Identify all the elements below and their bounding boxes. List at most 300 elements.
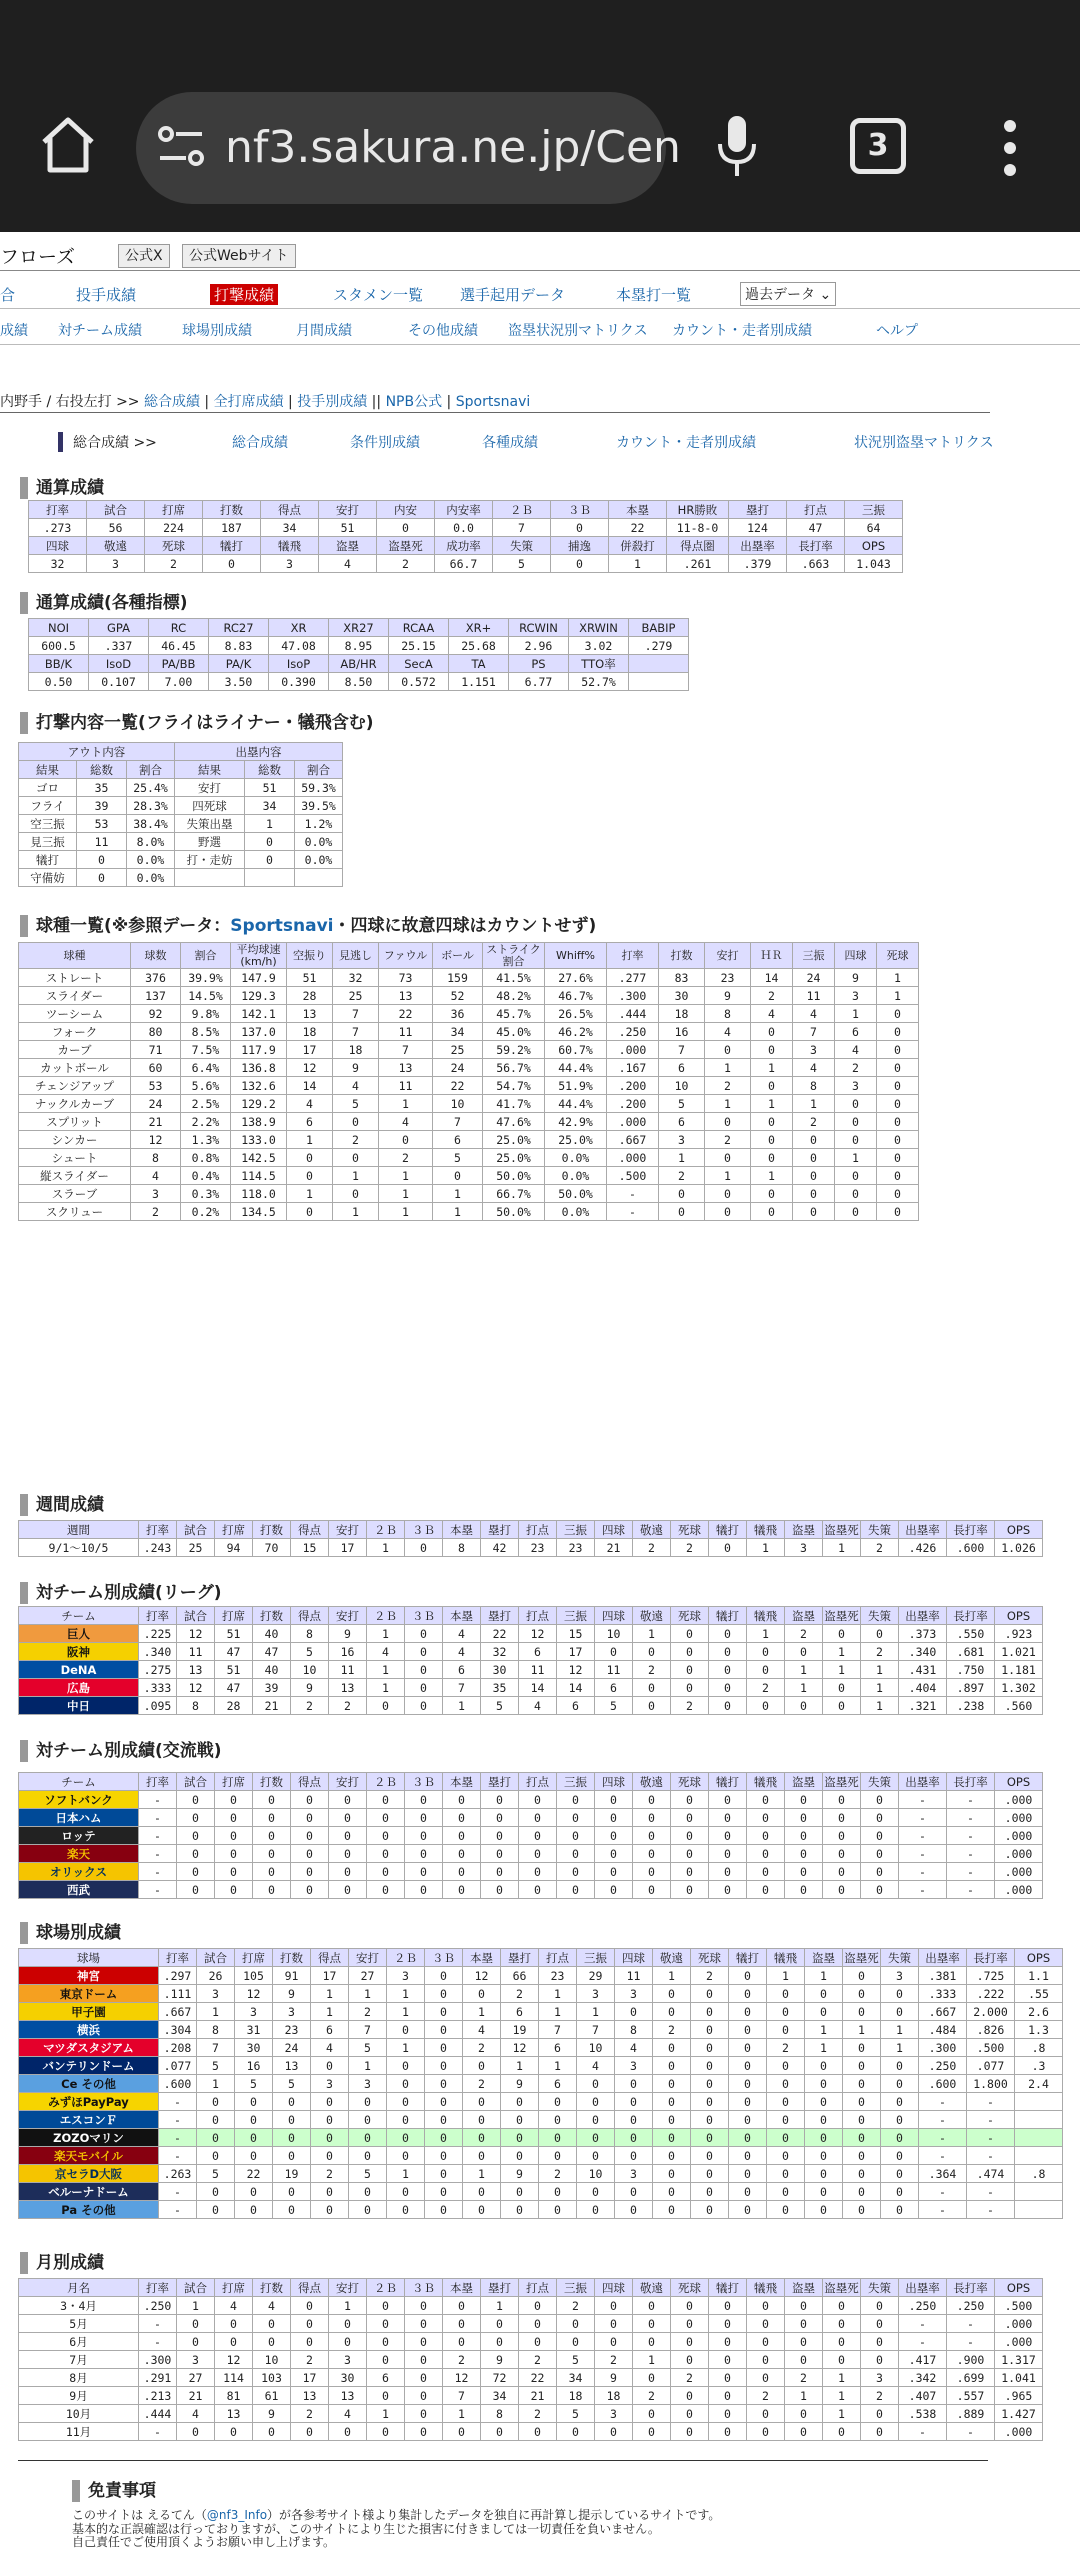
table-cell: 12 — [287, 1059, 333, 1077]
table-cell: .111 — [159, 1985, 197, 2003]
table-cell: 0 — [843, 2201, 881, 2219]
table-cell: 0 — [767, 2021, 805, 2039]
nav-item[interactable]: スタメン一覧 — [333, 286, 424, 304]
table-cell: 0 — [273, 2111, 311, 2129]
table-cell: 5 — [291, 1643, 329, 1661]
table-cell: 224 — [145, 519, 203, 537]
table-cell: 0 — [387, 2075, 425, 2093]
table-cell: 0 — [349, 2093, 387, 2111]
table-cell: 0 — [633, 1643, 671, 1661]
table-cell: 1 — [287, 1131, 333, 1149]
table-cell: 13 — [215, 2405, 253, 2423]
table-cell: .277 — [607, 969, 659, 987]
table-cell: 10 — [253, 2351, 291, 2369]
table-cell: 0 — [253, 1827, 291, 1845]
table-cell: 1 — [659, 1149, 705, 1167]
table-cell: 3・4月 — [19, 2297, 139, 2315]
nav-item[interactable]: 選手起用データ — [460, 286, 566, 304]
table-cell: .373 — [899, 1625, 947, 1643]
subnav-item[interactable]: 盗塁状況別マトリクス — [508, 323, 648, 339]
table-cell: .000 — [995, 2333, 1043, 2351]
table-cell: 142.5 — [231, 1149, 287, 1167]
table-cell: 0 — [405, 1539, 443, 1557]
crumb-link[interactable]: Sportsnavi — [455, 394, 531, 410]
table-cell: 4 — [793, 1059, 835, 1077]
table-cell: 30 — [329, 2369, 367, 2387]
table-cell: 3 — [131, 1185, 181, 1203]
table-cell: 11 — [595, 1661, 633, 1679]
table-cell: 0 — [405, 2405, 443, 2423]
table-cell: ＨＲ — [751, 943, 793, 969]
table-cell: 0 — [333, 1185, 379, 1203]
table-cell: 塁打 — [481, 1607, 519, 1625]
table-cell: 64 — [845, 519, 903, 537]
table-cell: 0 — [253, 2423, 291, 2441]
table-cell: 1 — [311, 1985, 349, 2003]
table-cell: 0 — [177, 1827, 215, 1845]
table-row — [19, 1059, 919, 1077]
table-cell: 0 — [653, 2183, 691, 2201]
table-row — [19, 1131, 919, 1149]
table-cell: ゴロ — [19, 779, 77, 797]
table-cell: 6 — [659, 1059, 705, 1077]
content-tab[interactable]: カウント・走者別成績 — [616, 435, 756, 451]
table-cell: 9 — [481, 2351, 519, 2369]
table-cell: 0 — [481, 1881, 519, 1899]
table-cell: 103 — [253, 2369, 291, 2387]
table-cell: 1 — [379, 1185, 433, 1203]
table-cell: ナックルカーブ — [19, 1095, 131, 1113]
nav-item[interactable]: 過去データ ⌄ — [740, 282, 836, 306]
site-settings-icon[interactable] — [158, 124, 204, 168]
table-cell: 9 — [333, 1059, 379, 1077]
table-cell: 1.317 — [995, 2351, 1043, 2369]
author-link[interactable]: @nf3_Info — [206, 2508, 268, 2522]
table-cell: - — [159, 2111, 197, 2129]
table-cell: 3 — [329, 2351, 367, 2369]
table-cell: 0 — [671, 2333, 709, 2351]
table-cell: 打数 — [253, 2279, 291, 2297]
table-cell: 22 — [433, 1077, 483, 1095]
table-cell: 0 — [551, 519, 609, 537]
table-cell: 0 — [577, 2147, 615, 2165]
section-title-text: 球場別成績 — [36, 1923, 121, 1943]
table-cell: 4 — [443, 1643, 481, 1661]
table-cell: 京セラD大阪 — [19, 2165, 159, 2183]
table-cell: 塁打 — [481, 1773, 519, 1791]
table-cell: - — [967, 2147, 1015, 2165]
table-cell: 0 — [215, 2315, 253, 2333]
table-cell: 0 — [615, 2129, 653, 2147]
table-cell: 1 — [539, 1985, 577, 2003]
table-cell: 7.5% — [181, 1041, 231, 1059]
table-cell: 6 — [595, 1679, 633, 1697]
table-cell: 0 — [823, 1791, 861, 1809]
section-title-tail: ・四球に故意四球はカウントせず) — [333, 916, 597, 936]
table-cell: 0 — [329, 1881, 367, 1899]
table-cell: 0 — [253, 2315, 291, 2333]
table-row — [29, 637, 689, 655]
table-cell: 19 — [501, 2021, 539, 2039]
content-tab[interactable]: 条件別成績 — [350, 435, 420, 451]
table-cell: 12 — [235, 1985, 273, 2003]
table-cell: ２Ｂ — [367, 2279, 405, 2297]
nav-item[interactable]: 投手成績 — [76, 286, 137, 304]
subnav-item[interactable]: 月間成績 — [296, 323, 352, 339]
table-cell: 0 — [747, 2369, 785, 2387]
table-cell: 0 — [615, 2075, 653, 2093]
nav-item[interactable]: 合 — [0, 286, 16, 304]
table-cell: 1 — [633, 2351, 671, 2369]
table-cell: 打点 — [519, 1773, 557, 1791]
table-cell: 塁打 — [481, 2279, 519, 2297]
table-cell: .095 — [139, 1697, 177, 1715]
table-cell: 0 — [245, 851, 295, 869]
table-cell: 2 — [659, 1167, 705, 1185]
table-cell: 得点 — [261, 501, 319, 519]
table-cell: 打率 — [607, 943, 659, 969]
table-cell: 0 — [481, 2423, 519, 2441]
content-tab[interactable]: 各種成績 — [482, 435, 538, 451]
table-cell: 0 — [311, 2111, 349, 2129]
table-cell: 内安率 — [435, 501, 493, 519]
table-cell: 得点 — [291, 2279, 329, 2297]
table-cell: 0 — [843, 2093, 881, 2111]
table-cell: 3 — [197, 1985, 235, 2003]
table-cell: 0 — [671, 1625, 709, 1643]
nav-item[interactable]: 打撃成績 — [210, 284, 278, 305]
table-cell: 月名 — [19, 2279, 139, 2297]
table-cell: 3 — [87, 555, 145, 573]
table-cell: 安打 — [349, 1949, 387, 1967]
table-cell: - — [947, 1827, 995, 1845]
table-cell: 14 — [519, 1679, 557, 1697]
table-cell: 0 — [835, 1131, 877, 1149]
table-cell: 0 — [729, 2003, 767, 2021]
section-title-text: 対チーム別成績(交流戦) — [36, 1741, 222, 1761]
table-cell: 2 — [861, 1539, 899, 1557]
table-cell: 1.427 — [995, 2405, 1043, 2423]
table-cell — [1015, 2111, 1063, 2129]
table-cell: - — [947, 1863, 995, 1881]
table-cell: 3 — [577, 1985, 615, 2003]
table-cell: 0 — [785, 1809, 823, 1827]
table-cell: 10 — [577, 2165, 615, 2183]
table-cell: 0 — [877, 1041, 919, 1059]
table-cell: 0 — [377, 519, 435, 537]
source-link[interactable]: Sportsnavi — [230, 916, 334, 936]
table-cell: 39 — [77, 797, 127, 815]
table-cell: 0 — [615, 2093, 653, 2111]
table-cell: 1 — [805, 2021, 843, 2039]
subnav-item[interactable]: 対チーム成績 — [58, 323, 142, 339]
table-cell: 4 — [215, 2297, 253, 2315]
table-cell: 11 — [77, 833, 127, 851]
table-cell: 0 — [671, 2315, 709, 2333]
table-cell: 0 — [881, 2201, 919, 2219]
nav-item[interactable]: 本塁打一覧 — [616, 286, 692, 304]
table-cell: 0 — [595, 2423, 633, 2441]
table-cell: 0 — [785, 1791, 823, 1809]
table-cell: - — [899, 1791, 947, 1809]
table-cell: 0 — [671, 1809, 709, 1827]
table-cell: .273 — [29, 519, 87, 537]
table-cell: .8 — [1015, 2039, 1063, 2057]
table-cell: 0 — [751, 1185, 793, 1203]
table-cell: 死球 — [671, 1773, 709, 1791]
table-cell: 0 — [481, 1863, 519, 1881]
table-cell: 2 — [861, 1643, 899, 1661]
table-cell: 0 — [709, 1539, 747, 1557]
table-cell: 0.107 — [89, 673, 149, 691]
table-cell: 楽天 — [19, 1845, 139, 1863]
table-cell: 9 — [253, 2405, 291, 2423]
table-cell: 0 — [729, 2129, 767, 2147]
table-cell: 0 — [287, 1149, 333, 1167]
table-cell — [1015, 2093, 1063, 2111]
table-row — [19, 2147, 1063, 2165]
table-cell: 0 — [253, 1845, 291, 1863]
table-cell: 0 — [823, 1679, 861, 1697]
table-cell: 本塁 — [463, 1949, 501, 1967]
table-cell: スラーブ — [19, 1185, 131, 1203]
table-cell: 10 — [291, 1661, 329, 1679]
subnav-item[interactable]: 球場別成績 — [182, 323, 252, 339]
table-cell: 0 — [291, 1827, 329, 1845]
table-cell: 12 — [177, 1679, 215, 1697]
table-cell: 0 — [843, 2129, 881, 2147]
table-cell: ファウル — [379, 943, 433, 969]
microphone-icon[interactable] — [716, 114, 758, 178]
table-cell: 0 — [709, 2315, 747, 2333]
table-cell: 日本ハム — [19, 1809, 139, 1827]
table-cell: 0 — [729, 2021, 767, 2039]
table-cell: 0 — [595, 2333, 633, 2351]
table-cell: 0 — [861, 1845, 899, 1863]
table-cell: 12 — [501, 2039, 539, 2057]
table-cell: 0 — [557, 1827, 595, 1845]
table-cell: .213 — [139, 2387, 177, 2405]
table-cell: 0 — [577, 2075, 615, 2093]
table-cell: .000 — [995, 1809, 1043, 1827]
table-cell: 死球 — [671, 1607, 709, 1625]
official-web-button[interactable]: 公式Webサイト — [182, 244, 296, 268]
table-cell: 0 — [539, 2201, 577, 2219]
table-cell: 1 — [793, 1095, 835, 1113]
table-cell: 0 — [197, 2129, 235, 2147]
table-cell: 犠飛 — [747, 1607, 785, 1625]
table-cell: 30 — [235, 2039, 273, 2057]
table-cell: 0 — [287, 1167, 333, 1185]
table-cell: 0 — [405, 1881, 443, 1899]
table-cell — [629, 673, 689, 691]
table-cell: フォーク — [19, 1023, 131, 1041]
table-cell: 21 — [177, 2387, 215, 2405]
table-cell: 2.2% — [181, 1113, 231, 1131]
table-cell: 0 — [443, 1863, 481, 1881]
table-cell: 0 — [443, 1845, 481, 1863]
table-cell: 1 — [349, 2057, 387, 2075]
table-cell — [629, 655, 689, 673]
table-cell: 7 — [493, 519, 551, 537]
table-cell: 13 — [329, 1679, 367, 1697]
table-cell: RC27 — [209, 619, 269, 637]
table-cell: 横浜 — [19, 2021, 159, 2039]
table-cell: 0 — [405, 1679, 443, 1697]
table-cell: .297 — [159, 1967, 197, 1985]
table-cell: 0 — [425, 2183, 463, 2201]
table-cell: 3 — [615, 2057, 653, 2075]
table-cell: 0 — [877, 1077, 919, 1095]
content-tab[interactable]: 総合成績 — [232, 435, 288, 451]
table-cell: 0.0% — [295, 833, 343, 851]
table-row — [19, 1863, 1043, 1881]
crumb-link[interactable]: 投手別成績 — [297, 394, 368, 410]
table-cell: 5 — [349, 2165, 387, 2183]
table-row — [19, 2075, 1063, 2093]
subnav-item[interactable]: 成績 — [0, 323, 28, 339]
crumb-link[interactable]: 総合成績 — [143, 394, 200, 410]
table-row — [29, 519, 903, 537]
table-cell: 1 — [751, 1167, 793, 1185]
table-cell: 0 — [805, 2003, 843, 2021]
table-cell: 打率 — [139, 1521, 177, 1539]
table-cell: XR — [269, 619, 329, 637]
table-cell: 18 — [659, 1005, 705, 1023]
subnav-item[interactable]: ヘルプ — [876, 323, 918, 339]
table-cell: IsoD — [89, 655, 149, 673]
table-cell: 1 — [333, 1167, 379, 1185]
table-cell: マツダスタジアム — [19, 2039, 159, 2057]
more-menu-icon[interactable] — [1000, 118, 1020, 178]
table-cell: 0 — [177, 1809, 215, 1827]
crumb-link[interactable]: NPB公式 — [385, 394, 443, 410]
subnav-item[interactable]: その他成績 — [408, 323, 478, 339]
table-cell: 0 — [785, 1697, 823, 1715]
table-cell: 1 — [387, 2039, 425, 2057]
table-cell: 45.0% — [483, 1023, 545, 1041]
table-cell: 0 — [197, 2111, 235, 2129]
table-cell: 0 — [615, 2183, 653, 2201]
table-cell: 6 — [443, 1661, 481, 1679]
table-cell: 失策出塁 — [175, 815, 245, 833]
table-cell: 0 — [747, 2405, 785, 2423]
table-cell: 5月 — [19, 2315, 139, 2333]
table-cell: 0 — [747, 1661, 785, 1679]
table-cell: 0 — [215, 2423, 253, 2441]
table-cell: 3 — [595, 2405, 633, 2423]
table-cell: - — [139, 1791, 177, 1809]
table-cell: - — [139, 1845, 177, 1863]
table-cell: 0 — [311, 2201, 349, 2219]
table-cell: 0 — [633, 1697, 671, 1715]
table-cell: 25 — [433, 1041, 483, 1059]
table-cell: 0 — [245, 833, 295, 851]
table-cell: .557 — [947, 2387, 995, 2405]
table-row — [19, 1643, 1043, 1661]
table-cell: 打・走妨 — [175, 851, 245, 869]
table-cell: 2 — [463, 2039, 501, 2057]
table-row — [19, 2183, 1063, 2201]
table-cell: 盗塁死 — [844, 1950, 879, 1965]
table-cell: 1 — [287, 1185, 333, 1203]
url-text[interactable]: nf3.sakura.ne.jp/Cen — [225, 122, 681, 173]
table-cell: 割合 — [127, 761, 175, 779]
content-tab[interactable]: 状況別盗塁マトリクス — [854, 435, 994, 451]
table-cell: 併殺打 — [609, 537, 667, 555]
table-cell: 2 — [751, 987, 793, 1005]
batted-ball-table — [18, 742, 343, 887]
table-cell: SecA — [389, 655, 449, 673]
table-cell: 0 — [557, 2423, 595, 2441]
content-tab[interactable]: 総合成績 >> — [58, 432, 157, 452]
table-cell: 15 — [557, 1625, 595, 1643]
table-cell: 14 — [751, 969, 793, 987]
table-cell: .333 — [919, 1985, 967, 2003]
table-cell: 1 — [245, 815, 295, 833]
table-cell: 0 — [691, 2183, 729, 2201]
table-cell: AB/HR — [329, 655, 389, 673]
table-cell: - — [899, 1863, 947, 1881]
table-cell: NOI — [29, 619, 89, 637]
table-cell: 0 — [747, 1809, 785, 1827]
table-cell: 0 — [823, 1863, 861, 1881]
table-cell: 7.00 — [149, 673, 209, 691]
table-cell: 0 — [291, 1791, 329, 1809]
table-cell: 30 — [481, 1661, 519, 1679]
official-x-button[interactable]: 公式X — [118, 244, 170, 268]
table-cell: 40 — [253, 1661, 291, 1679]
table-cell: 2 — [705, 1131, 751, 1149]
table-cell: 2 — [705, 1077, 751, 1095]
table-cell: 打数 — [253, 1521, 291, 1539]
table-cell: 0 — [691, 2165, 729, 2183]
table-cell: スプリット — [19, 1113, 131, 1131]
table-cell: 16 — [235, 2057, 273, 2075]
table-cell: 球種 — [19, 943, 131, 969]
table-cell: 0 — [367, 2333, 405, 2351]
table-cell: 22 — [379, 1005, 433, 1023]
table-cell: 0 — [823, 1625, 861, 1643]
table-cell: 球数 — [131, 943, 181, 969]
table-row — [19, 1167, 919, 1185]
table-cell: 0 — [405, 2333, 443, 2351]
table-cell: 29 — [577, 1967, 615, 1985]
table-cell: 打席 — [235, 1949, 273, 1967]
table-cell: 0 — [405, 1791, 443, 1809]
home-icon[interactable] — [38, 114, 98, 176]
table-cell: 0 — [805, 2111, 843, 2129]
table-cell: 0 — [633, 2297, 671, 2315]
table-cell: 0 — [615, 2147, 653, 2165]
table-cell: 0.3% — [181, 1185, 231, 1203]
table-cell: 0 — [463, 2111, 501, 2129]
table-cell: 105 — [235, 1967, 273, 1985]
table-cell: 0 — [709, 2297, 747, 2315]
table-cell: 8月 — [19, 2369, 139, 2387]
table-cell: 打席 — [145, 501, 203, 519]
table-cell: 7 — [443, 2387, 481, 2405]
table-cell: 0 — [481, 2315, 519, 2333]
tab-switcher-button[interactable]: 3 — [850, 118, 906, 174]
table-cell: 2.96 — [509, 637, 569, 655]
table-cell: .381 — [919, 1967, 967, 1985]
crumb-link[interactable]: 全打席成績 — [213, 394, 284, 410]
table-row — [19, 797, 343, 815]
subnav-item[interactable]: カウント・走者別成績 — [672, 323, 812, 339]
table-cell: 1 — [481, 2297, 519, 2315]
table-cell: 0 — [519, 2423, 557, 2441]
